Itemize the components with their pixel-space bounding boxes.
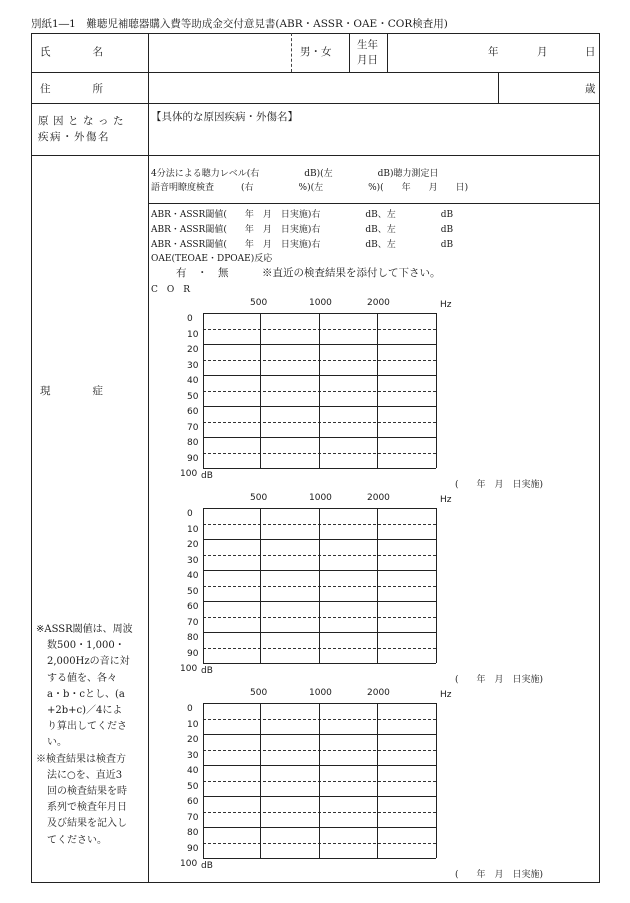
freq-tick-label: 500 xyxy=(250,298,268,308)
freq-tick-label: 1000 xyxy=(309,298,332,308)
note-line: +2b+c)／4によ xyxy=(47,705,123,717)
grid-col-line xyxy=(260,703,261,858)
grid-col-line xyxy=(436,508,437,663)
db-tick-label: 20 xyxy=(187,540,199,550)
grid-col-line xyxy=(203,313,204,468)
abr-row-3: ABR・ASSR閾値( 年 月 日実施)右 dB、左 dB xyxy=(151,240,454,250)
address-label: 住 所 xyxy=(40,83,103,95)
grid-col-line xyxy=(260,313,261,468)
birthdate-label-bottom: 月日 xyxy=(357,54,378,66)
name-field[interactable] xyxy=(150,35,290,71)
grid-col-line xyxy=(436,703,437,858)
note-line: ※ASSR閾値は、周波 xyxy=(36,624,133,635)
freq-tick-label: 2000 xyxy=(367,298,390,308)
birth-day-unit: 日 xyxy=(585,46,596,58)
name-label: 氏 名 xyxy=(40,46,103,58)
db-tick-label: 100 xyxy=(180,469,198,479)
age-unit: 歳 xyxy=(585,83,596,95)
symptoms-label: 現 症 xyxy=(40,385,103,397)
grid-col-line xyxy=(377,703,378,858)
db-unit-label: dB xyxy=(201,666,213,676)
note-line: する値を、各々 xyxy=(47,672,117,684)
birthdate-label-top: 生年 xyxy=(357,39,378,51)
freq-tick-label: 1000 xyxy=(309,688,332,698)
note-line: り算出してくださ xyxy=(47,721,127,733)
db-tick-label: 90 xyxy=(187,843,199,854)
cause-label-line1: 原因となった xyxy=(38,115,128,127)
note-line: てください。 xyxy=(47,834,107,846)
grid-row-line xyxy=(203,468,436,469)
note-line: 数500・1,000・ xyxy=(47,640,125,652)
hearing-level-line: 4分法による聴力レベル(右 dB)(左 dB)聴力測定日 xyxy=(151,169,439,179)
freq-tick-label: 1000 xyxy=(309,493,332,503)
db-tick-label: 50 xyxy=(187,586,199,597)
note-line: い。 xyxy=(47,737,67,749)
grid-col-line xyxy=(260,508,261,663)
freq-tick-label: 2000 xyxy=(367,688,390,698)
note-line: ※検査結果は検査方 xyxy=(36,753,126,765)
db-tick-label: 30 xyxy=(187,555,199,566)
db-tick-label: 50 xyxy=(187,391,199,402)
grid-row-line xyxy=(203,858,436,859)
db-tick-label: 20 xyxy=(187,735,199,745)
note-line: 回の検査結果を時 xyxy=(47,786,127,798)
db-tick-label: 10 xyxy=(187,524,199,535)
cause-hint[interactable]: 【具体的な原因疾病・外傷名】 xyxy=(151,111,298,123)
db-tick-label: 80 xyxy=(187,633,199,643)
db-tick-label: 0 xyxy=(187,314,193,324)
db-tick-label: 80 xyxy=(187,828,199,838)
db-tick-label: 0 xyxy=(187,704,193,714)
cor-label: C O R xyxy=(151,285,191,295)
grid-col-line xyxy=(377,313,378,468)
db-tick-label: 60 xyxy=(187,407,199,417)
grid-col-line xyxy=(319,508,320,663)
db-tick-label: 50 xyxy=(187,781,199,792)
speech-test-line: 語音明瞭度検査 (右 %)(左 %)( 年 月 日) xyxy=(151,183,469,193)
db-tick-label: 90 xyxy=(187,453,199,464)
exam-date-field[interactable]: ( 年 月 日実施) xyxy=(455,870,544,880)
db-tick-label: 10 xyxy=(187,329,199,340)
db-tick-label: 20 xyxy=(187,345,199,355)
exam-date-field[interactable]: ( 年 月 日実施) xyxy=(455,675,544,685)
db-tick-label: 90 xyxy=(187,648,199,659)
db-tick-label: 100 xyxy=(180,664,198,674)
db-tick-label: 80 xyxy=(187,438,199,448)
birth-month-unit: 月 xyxy=(537,46,548,58)
note-line: 2,000Hzの音に対 xyxy=(47,656,130,668)
db-tick-label: 60 xyxy=(187,797,199,807)
hz-unit-label: Hz xyxy=(440,495,452,505)
note-line: 法に○を、直近3 xyxy=(47,769,123,781)
db-tick-label: 40 xyxy=(187,571,199,581)
grid-col-line xyxy=(377,508,378,663)
db-tick-label: 60 xyxy=(187,602,199,612)
db-tick-label: 100 xyxy=(180,859,198,869)
db-tick-label: 70 xyxy=(187,812,199,823)
hz-unit-label: Hz xyxy=(440,690,452,700)
abr-row-2: ABR・ASSR閾値( 年 月 日実施)右 dB、左 dB xyxy=(151,225,454,235)
grid-col-line xyxy=(436,313,437,468)
grid-col-line xyxy=(203,508,204,663)
grid-row-line xyxy=(203,663,436,664)
db-unit-label: dB xyxy=(201,861,213,871)
db-tick-label: 40 xyxy=(187,766,199,776)
oae-label: OAE(TEOAE・DPOAE)反応 xyxy=(151,254,273,264)
note-line: a・b・cとし、(a xyxy=(47,688,125,700)
note-line: 系列で検査年月日 xyxy=(47,802,127,814)
notes-block xyxy=(36,622,146,849)
document-title: 別紙1―1 難聴児補聴器購入費等助成金交付意見書(ABR・ASSR・OAE・COR検査用) xyxy=(31,18,448,30)
hz-unit-label: Hz xyxy=(440,300,452,310)
birth-year-unit: 年 xyxy=(488,46,499,58)
db-tick-label: 40 xyxy=(187,376,199,386)
grid-col-line xyxy=(319,703,320,858)
oae-presence-select[interactable]: 有 ・ 無 xyxy=(176,267,229,279)
gender-select[interactable]: 男・女 xyxy=(300,46,332,58)
db-tick-label: 70 xyxy=(187,422,199,433)
freq-tick-label: 500 xyxy=(250,688,268,698)
abr-row-1: ABR・ASSR閾値( 年 月 日実施)右 dB、左 dB xyxy=(151,210,454,220)
cause-label-line2: 疾病・外傷名 xyxy=(38,131,110,143)
db-tick-label: 0 xyxy=(187,509,193,519)
exam-date-field[interactable]: ( 年 月 日実施) xyxy=(455,480,544,490)
note-line: 及び結果を記入し xyxy=(47,818,127,830)
freq-tick-label: 2000 xyxy=(367,493,390,503)
freq-tick-label: 500 xyxy=(250,493,268,503)
grid-col-line xyxy=(319,313,320,468)
db-unit-label: dB xyxy=(201,471,213,481)
address-field[interactable] xyxy=(150,74,496,102)
db-tick-label: 70 xyxy=(187,617,199,628)
db-tick-label: 10 xyxy=(187,719,199,730)
db-tick-label: 30 xyxy=(187,360,199,371)
grid-col-line xyxy=(203,703,204,858)
attach-note: ※直近の検査結果を添付して下さい。 xyxy=(262,267,441,279)
db-tick-label: 30 xyxy=(187,750,199,761)
